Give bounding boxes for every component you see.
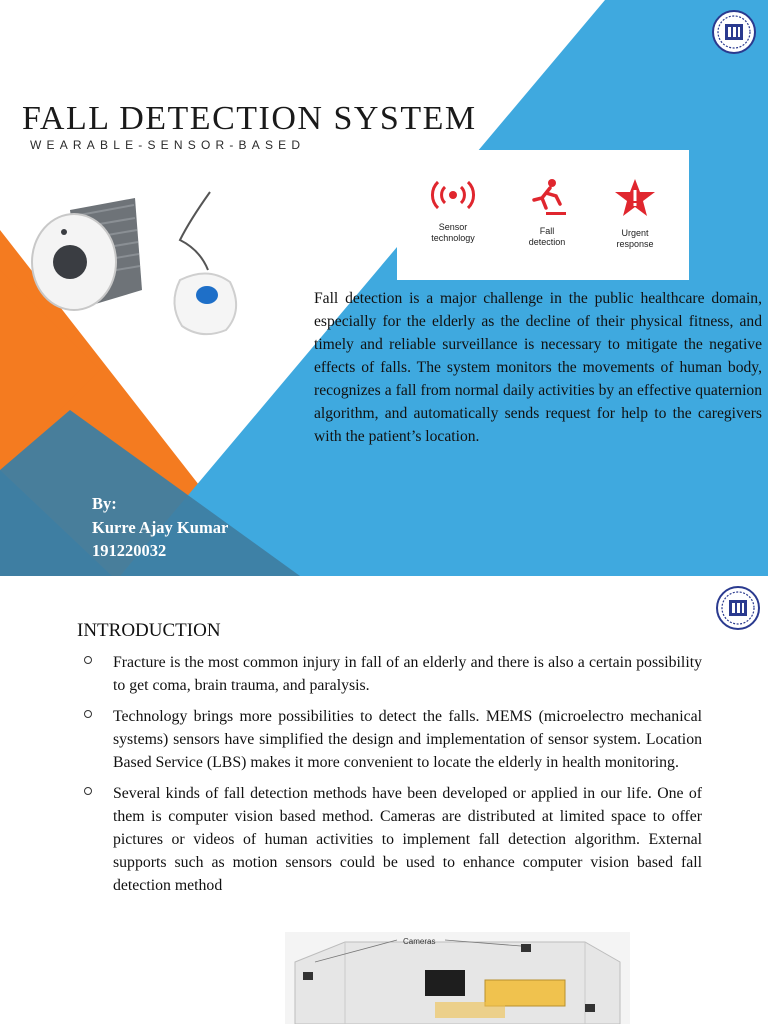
watch-button — [53, 245, 87, 279]
tv-shape — [425, 970, 465, 996]
feature-label: technology — [431, 233, 475, 243]
feature-label: Fall — [539, 226, 555, 236]
feature-sensor-technology — [413, 178, 493, 244]
bullet-item — [80, 651, 702, 697]
slide-divider — [0, 576, 768, 584]
features-card — [397, 150, 689, 280]
camera-icon — [585, 1004, 595, 1012]
slide-subtitle: WEARABLE-SENSOR-BASED — [30, 138, 306, 152]
university-emblem-icon — [712, 10, 756, 54]
alert-star-icon — [613, 178, 657, 218]
section-heading: INTRODUCTION — [77, 620, 221, 641]
author-name: Kurre Ajay Kumar — [92, 517, 229, 537]
feature-urgent-response — [595, 178, 675, 250]
roll-number: 191220032 — [92, 541, 167, 560]
bullet-circle-icon — [84, 787, 92, 795]
bullet-text: Several kinds of fall detection methods have been developed or applied in our life. One of them is computer vision based method. Cameras are distributed at limited space to offer pictures or videos of human activities to implement fall detection algorithm. External supports such as motion sensors could be used to enhance computer vision based fall detection method — [113, 785, 702, 894]
author-block — [92, 492, 228, 563]
camera-icon — [303, 972, 313, 980]
figure-label: Cameras — [403, 937, 436, 946]
bullet-circle-icon — [84, 710, 92, 718]
feature-label: detection — [528, 237, 566, 247]
person-falling-icon — [524, 178, 570, 216]
bullet-text: Fracture is the most common injury in fall of an elderly and there is also a certain possibility to get coma, brain trauma, and paralysis. — [113, 654, 702, 694]
bullet-circle-icon — [84, 656, 92, 664]
pendant-blue-button — [196, 286, 218, 304]
bullet-item — [80, 705, 702, 774]
university-emblem-icon — [716, 586, 760, 630]
by-label: By: — [92, 494, 117, 513]
bullet-text: Technology brings more possibilities to detect the falls. MEMS (microelectro mechanical systems) sensors have simplified the design and implementation of sensor system. Location Based Service (LBS) makes it more convenient to locate the elderly in health monitoring. — [113, 708, 702, 771]
sensor-signal-icon — [430, 178, 476, 212]
camera-icon — [521, 944, 531, 952]
feature-label: response — [616, 239, 654, 249]
bullet-list — [80, 651, 702, 905]
slide-title: FALL DETECTION SYSTEM — [22, 100, 477, 137]
product-image — [30, 180, 260, 350]
introduction-slide — [0, 584, 768, 1024]
feature-label: Urgent — [621, 228, 649, 238]
bullet-item — [80, 782, 702, 897]
room-camera-figure — [285, 932, 630, 1024]
description-text: Fall detection is a major challenge in the public healthcare domain, especially for the elderly as the decline of their physical fitness, and timely and reliable surveillance is necessary to mitigate the negative effects of falls. The system monitors the movements of human body, recognizes a fall from normal daily activities by an effective quaternion algorithm, and automatically sends request for help to the caregivers with the patient’s location. — [314, 290, 762, 445]
feature-label: Sensor — [438, 222, 468, 232]
feature-fall-detection — [507, 178, 587, 248]
